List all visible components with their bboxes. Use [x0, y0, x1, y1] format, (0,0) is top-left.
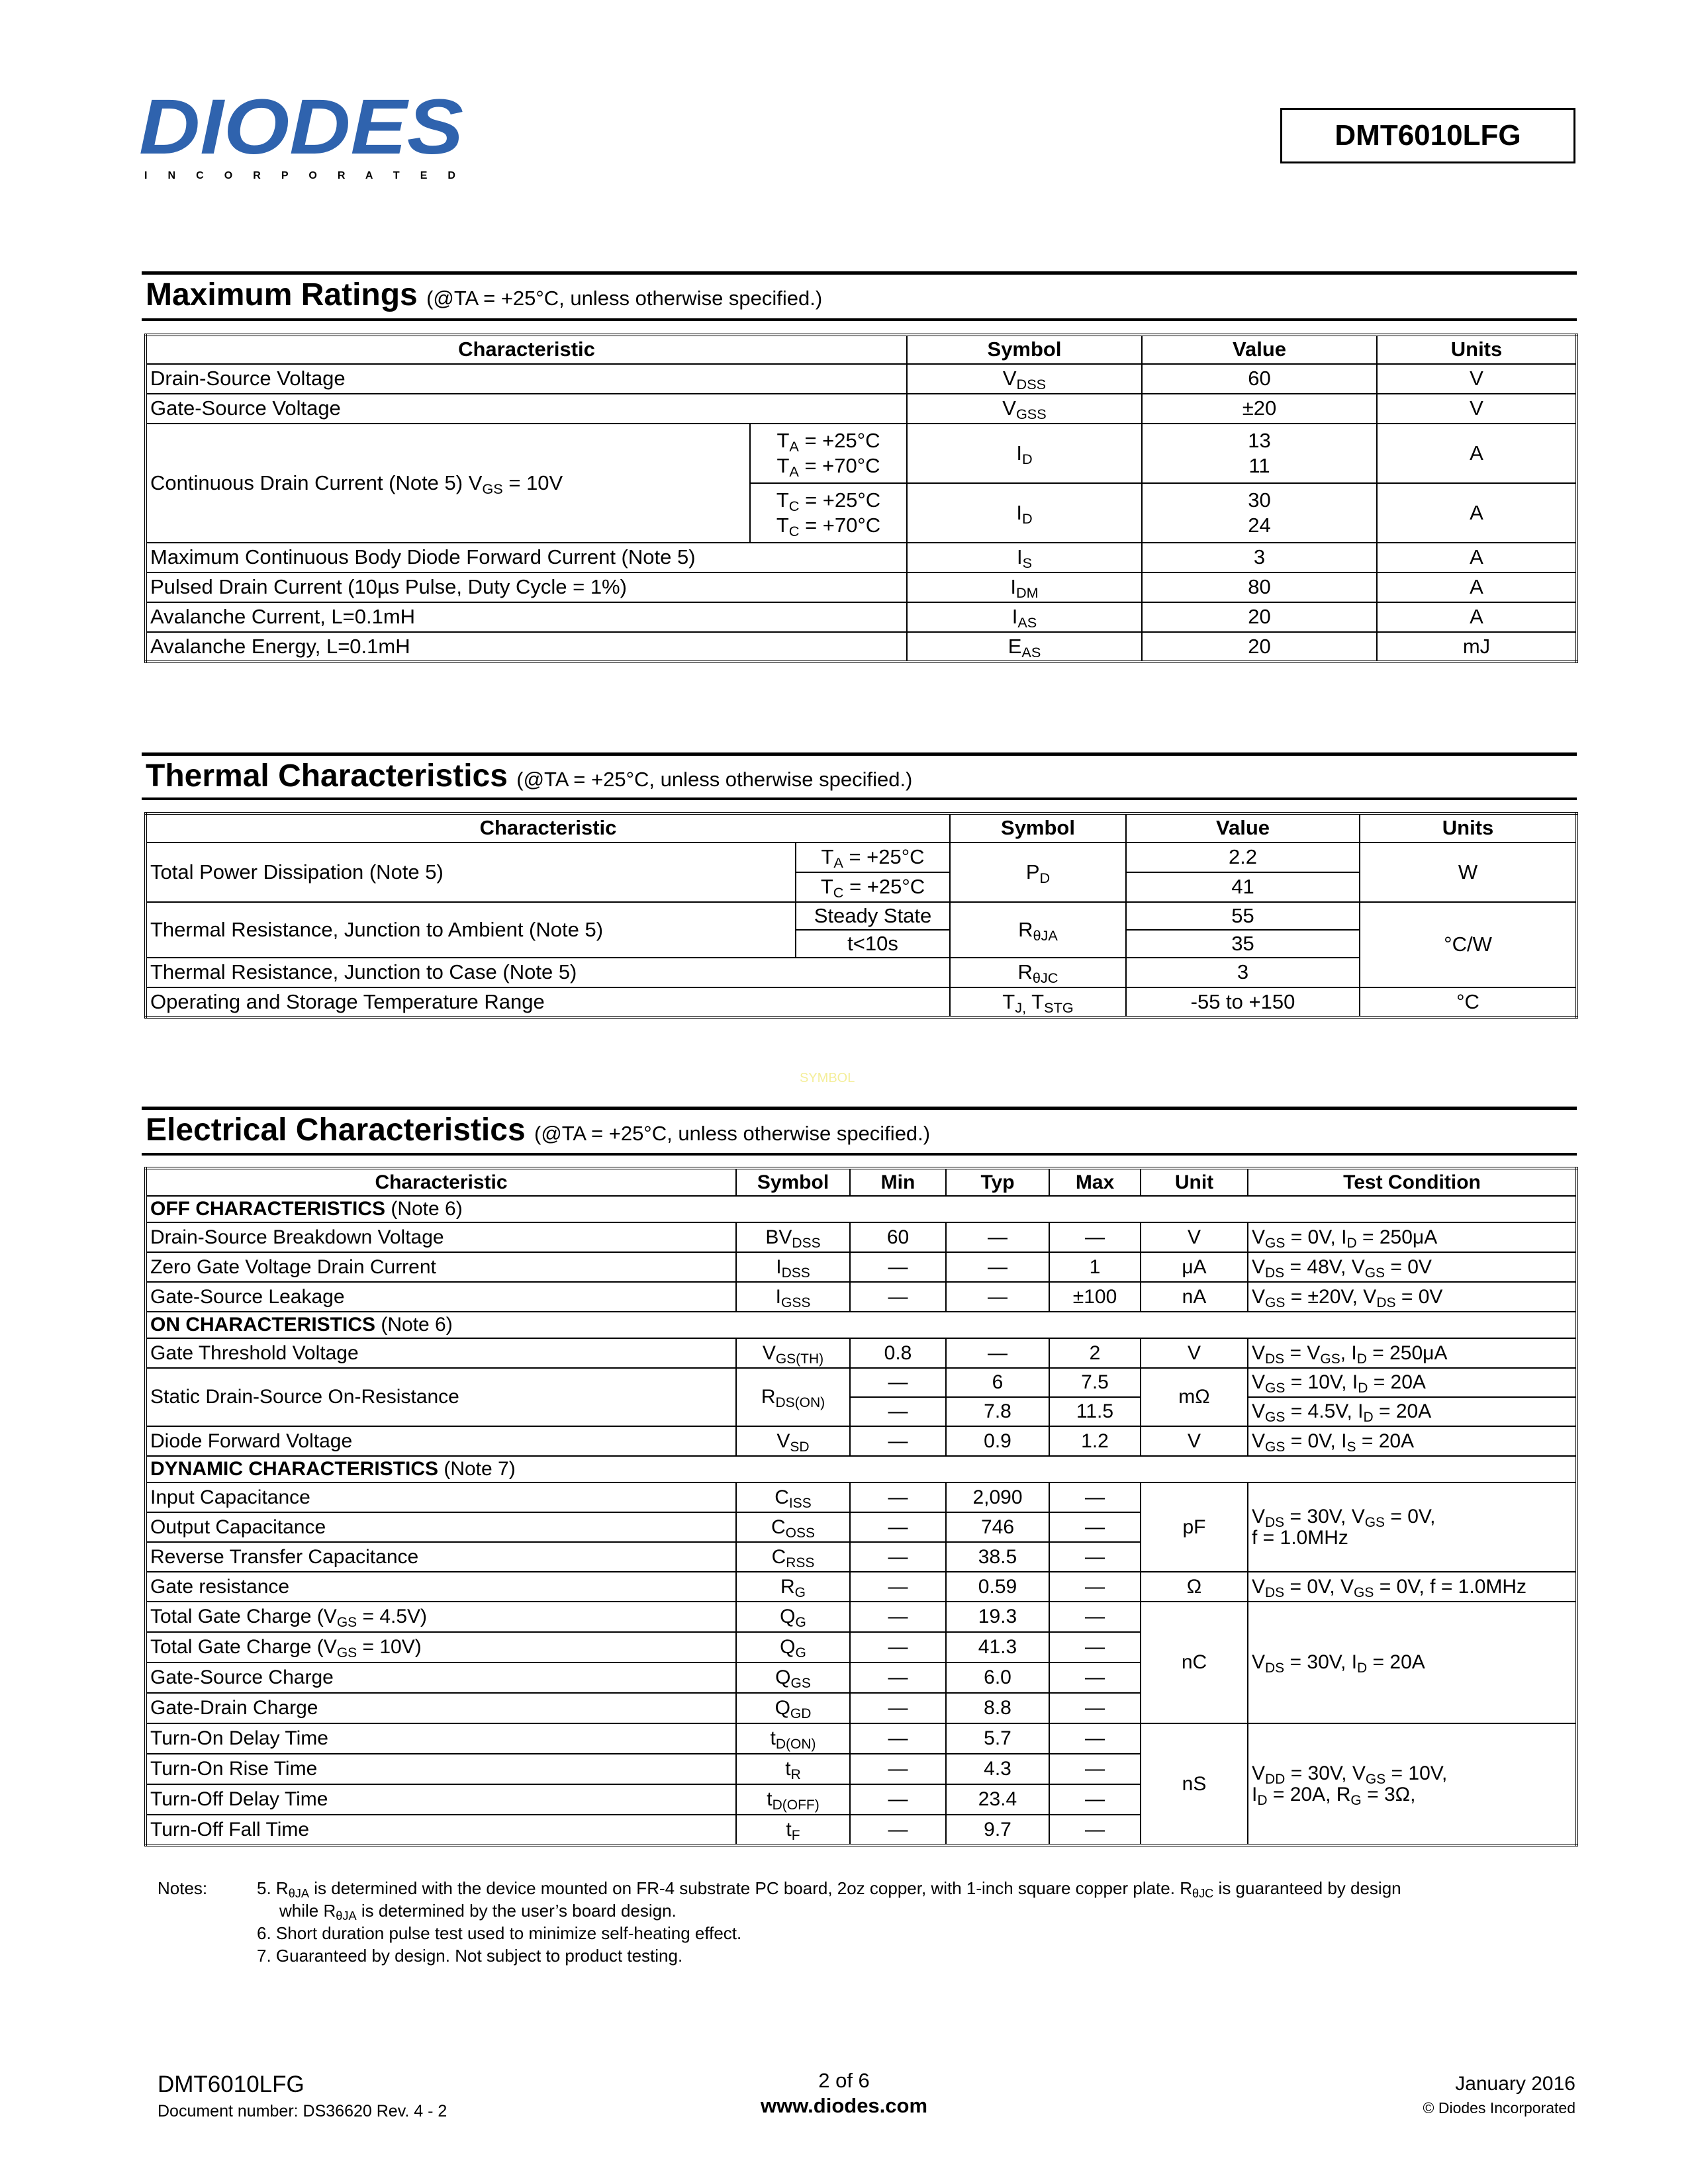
- table-row: [146, 424, 1577, 483]
- table-cell: Gate-Source Voltage: [146, 394, 907, 424]
- table-cell: Pulsed Drain Current (10µs Pulse, Duty Cycle = 1%): [146, 572, 907, 602]
- note-7: 7. Guaranteed by design. Not subject to product testing.: [257, 1946, 683, 1966]
- table-cell: —: [850, 1602, 946, 1632]
- table-cell: Characteristic: [146, 1168, 736, 1196]
- table-cell: $V_{SD}$: [736, 1426, 850, 1456]
- table-cell: —: [850, 1784, 946, 1815]
- table-cell: Drain-Source Breakdown Voltage: [146, 1222, 736, 1252]
- table-cell: $C_{ISS}$: [736, 1482, 850, 1512]
- table-cell: Maximum Continuous Body Diode Forward Current (Note 5): [146, 543, 907, 572]
- table-cell: —: [946, 1338, 1049, 1368]
- table-cell: —: [1049, 1572, 1141, 1602]
- table-cell: —: [1049, 1754, 1141, 1784]
- table-cell: Symbol: [736, 1168, 850, 1196]
- table-cell: —: [946, 1252, 1049, 1282]
- table-cell: Thermal Resistance, Junction to Case (Note 5): [146, 958, 950, 987]
- table-cell: —: [850, 1252, 946, 1282]
- table-cell: 60: [850, 1222, 946, 1252]
- footer-date: January 2016: [1455, 2073, 1575, 2095]
- table-cell: Ω: [1141, 1572, 1248, 1602]
- thermal-table: [144, 812, 1578, 1019]
- table-cell: —: [1049, 1632, 1141, 1662]
- section-row: [146, 1456, 1577, 1482]
- notes-label: Notes:: [158, 1878, 208, 1898]
- table-row: [146, 1282, 1577, 1312]
- table-cell: Drain-Source Voltage: [146, 364, 907, 394]
- table-cell: 13 11: [1142, 424, 1377, 483]
- table-cell: A: [1377, 572, 1577, 602]
- table-cell: $Q_G$: [736, 1602, 850, 1632]
- electrical-title: Electrical Characteristics (@TA = +25°C, unless otherwise specified.): [146, 1113, 931, 1148]
- table-cell: Avalanche Current, L=0.1mH: [146, 602, 907, 632]
- table-cell: $I_{DM}$: [907, 572, 1142, 602]
- table-header-row: [146, 813, 1577, 842]
- table-cell: Output Capacitance: [146, 1512, 736, 1542]
- table-cell: Gate-Source Leakage: [146, 1282, 736, 1312]
- table-cell: $V_{DS} = V_{GS}$, $I_D = 250\mu A$: [1248, 1338, 1577, 1368]
- table-cell: Avalanche Energy, L=0.1mH: [146, 632, 907, 662]
- table-cell: Total Gate Charge $(V_{GS} = 10V)$: [146, 1632, 736, 1662]
- table-row: [146, 1426, 1577, 1456]
- table-cell: V: [1141, 1222, 1248, 1252]
- footer-url[interactable]: www.diodes.com: [760, 2094, 928, 2117]
- section-row: [146, 1312, 1577, 1338]
- table-cell: 0.9: [946, 1426, 1049, 1456]
- table-cell: 2.2: [1126, 842, 1360, 872]
- table-cell: pF: [1141, 1482, 1248, 1572]
- table-cell: $I_{DSS}$: [736, 1252, 850, 1282]
- table-cell: $I_D$: [907, 483, 1142, 543]
- table-cell: 2,090: [946, 1482, 1049, 1512]
- table-cell: 1: [1049, 1252, 1141, 1282]
- table-cell: $E_{AS}$: [907, 632, 1142, 662]
- table-row: [146, 1368, 1577, 1397]
- table-cell: Units: [1360, 813, 1577, 842]
- table-cell: W: [1360, 842, 1577, 902]
- table-cell: Unit: [1141, 1168, 1248, 1196]
- table-cell: Turn-On Rise Time: [146, 1754, 736, 1784]
- table-cell: $R_{\theta JC}$: [950, 958, 1126, 987]
- table-cell: Total Power Dissipation (Note 5): [146, 842, 796, 902]
- table-row: [146, 572, 1577, 602]
- table-row: [146, 632, 1577, 662]
- table-cell: $V_{DD} = 30V$, $V_{GS} = 10V$, $I_D = 20A$, $R_G = 3\Omega$,: [1248, 1723, 1577, 1845]
- table-cell: 2: [1049, 1338, 1141, 1368]
- table-cell: nA: [1141, 1282, 1248, 1312]
- section-rule: [142, 797, 1577, 800]
- table-row: [146, 1482, 1577, 1512]
- table-cell: Gate-Drain Charge: [146, 1693, 736, 1723]
- table-cell: Turn-On Delay Time: [146, 1723, 736, 1754]
- table-row: [146, 902, 1577, 930]
- table-cell: —: [850, 1368, 946, 1397]
- table-row: [146, 1252, 1577, 1282]
- table-row: [146, 987, 1577, 1017]
- logo-subtitle: I N C O R P O R A T E D: [144, 170, 455, 181]
- table-cell: —: [946, 1222, 1049, 1252]
- thermal-title: Thermal Characteristics (@TA = +25°C, unless otherwise specified.): [146, 758, 913, 794]
- table-cell: 6: [946, 1368, 1049, 1397]
- table-cell: Gate-Source Charge: [146, 1662, 736, 1693]
- table-row: [146, 1723, 1577, 1754]
- table-cell: 60: [1142, 364, 1377, 394]
- table-cell: Total Gate Charge $(V_{GS} = 4.5V)$: [146, 1602, 736, 1632]
- table-cell: —: [850, 1632, 946, 1662]
- table-row: [146, 1602, 1577, 1632]
- table-cell: —: [1049, 1482, 1141, 1512]
- table-cell: Units: [1377, 335, 1577, 364]
- table-cell: A: [1377, 424, 1577, 483]
- table-cell: Input Capacitance: [146, 1482, 736, 1512]
- table-cell: —: [1049, 1662, 1141, 1693]
- table-cell: °C: [1360, 987, 1577, 1017]
- table-cell: —: [1049, 1693, 1141, 1723]
- table-cell: $V_{DSS}$: [907, 364, 1142, 394]
- table-cell: $V_{DS} = 30V$, $I_D = 20A$: [1248, 1602, 1577, 1723]
- table-cell: 3: [1126, 958, 1360, 987]
- table-cell: —: [850, 1693, 946, 1723]
- table-cell: 35: [1126, 930, 1360, 958]
- table-cell: —: [1049, 1222, 1141, 1252]
- table-cell: $V_{DS} = 0V$, $V_{GS} = 0V$, f = 1.0MHz: [1248, 1572, 1577, 1602]
- diodes-logo: [139, 93, 470, 185]
- table-cell: $BV_{DSS}$: [736, 1222, 850, 1252]
- note-5-cont: while $R_{\theta JA}$ is determined by the user’s board design.: [279, 1901, 677, 1923]
- table-cell: V: [1141, 1338, 1248, 1368]
- section-row: [146, 1196, 1577, 1222]
- table-cell: 5.7: [946, 1723, 1049, 1754]
- table-cell: 1.2: [1049, 1426, 1141, 1456]
- table-cell: Thermal Resistance, Junction to Ambient (Note 5): [146, 902, 796, 958]
- table-cell: Gate Threshold Voltage: [146, 1338, 736, 1368]
- table-cell: $Q_G$: [736, 1632, 850, 1662]
- table-cell: —: [946, 1282, 1049, 1312]
- table-cell: —: [850, 1542, 946, 1572]
- table-cell: Operating and Storage Temperature Range: [146, 987, 950, 1017]
- table-cell: $t_{D(OFF)}$: [736, 1784, 850, 1815]
- table-cell: 41: [1126, 872, 1360, 902]
- table-cell: OFF CHARACTERISTICS (Note 6): [146, 1196, 1577, 1222]
- table-cell: Diode Forward Voltage: [146, 1426, 736, 1456]
- table-cell: nS: [1141, 1723, 1248, 1845]
- note-5: 5. $R_{\theta JA}$ is determined with the device mounted on FR-4 substrate PC board, 2oz copper, with 1-inch square copper plate. $R_{\theta JC}$ is guaranteed by design: [257, 1878, 1401, 1901]
- table-cell: $T_C = +25^\circ C$ $T_C = +70^\circ C$: [750, 483, 907, 543]
- table-cell: 8.8: [946, 1693, 1049, 1723]
- table-row: [146, 364, 1577, 394]
- table-cell: 746: [946, 1512, 1049, 1542]
- footer-doc-number: Document number: DS36620 Rev. 4 - 2: [158, 2102, 447, 2120]
- table-cell: 0.59: [946, 1572, 1049, 1602]
- table-cell: $T_C = +25^\circ C$: [796, 872, 950, 902]
- section-rule: [142, 1153, 1577, 1156]
- table-cell: Typ: [946, 1168, 1049, 1196]
- table-cell: $R_G$: [736, 1572, 850, 1602]
- table-cell: $I_{GSS}$: [736, 1282, 850, 1312]
- table-cell: $V_{DS} = 30V$, $V_{GS} = 0V$, f = 1.0MHz: [1248, 1482, 1577, 1572]
- table-cell: V: [1377, 364, 1577, 394]
- electrical-table: [144, 1167, 1578, 1846]
- table-cell: A: [1377, 483, 1577, 543]
- table-cell: Value: [1142, 335, 1377, 364]
- table-cell: Continuous Drain Current (Note 5) $V_{GS} = 10V$: [146, 424, 750, 543]
- table-row: [146, 1572, 1577, 1602]
- table-cell: $Q_{GD}$: [736, 1693, 850, 1723]
- table-cell: $I_S$: [907, 543, 1142, 572]
- table-row: [146, 1338, 1577, 1368]
- table-cell: Symbol: [950, 813, 1126, 842]
- table-cell: Max: [1049, 1168, 1141, 1196]
- table-cell: —: [850, 1815, 946, 1845]
- table-cell: $t_F$: [736, 1815, 850, 1845]
- table-cell: $V_{GS} = \pm 20V$, $V_{DS} = 0V$: [1248, 1282, 1577, 1312]
- table-cell: 23.4: [946, 1784, 1049, 1815]
- table-cell: —: [1049, 1723, 1141, 1754]
- table-cell: $V_{GSS}$: [907, 394, 1142, 424]
- section-rule: [142, 271, 1577, 275]
- table-cell: ±20: [1142, 394, 1377, 424]
- table-cell: Characteristic: [146, 335, 907, 364]
- table-cell: $P_D$: [950, 842, 1126, 902]
- table-cell: mΩ: [1141, 1368, 1248, 1426]
- table-cell: 4.3: [946, 1754, 1049, 1784]
- table-cell: $T_A = +25^\circ C$ $T_A = +70^\circ C$: [750, 424, 907, 483]
- table-cell: —: [850, 1512, 946, 1542]
- section-rule: [142, 752, 1577, 756]
- table-cell: DYNAMIC CHARACTERISTICS (Note 7): [146, 1456, 1577, 1482]
- table-row: [146, 1222, 1577, 1252]
- table-cell: $t_R$: [736, 1754, 850, 1784]
- table-cell: —: [1049, 1784, 1141, 1815]
- table-cell: Characteristic: [146, 813, 950, 842]
- table-cell: 6.0: [946, 1662, 1049, 1693]
- table-cell: mJ: [1377, 632, 1577, 662]
- table-cell: —: [850, 1754, 946, 1784]
- table-cell: Static Drain-Source On-Resistance: [146, 1368, 736, 1426]
- footer-page: 2 of 6: [818, 2069, 870, 2092]
- table-cell: 30 24: [1142, 483, 1377, 543]
- table-cell: $V_{GS} = 0V$, $I_S = 20A$: [1248, 1426, 1577, 1456]
- table-row: [146, 394, 1577, 424]
- section-rule: [142, 1107, 1577, 1110]
- table-cell: —: [1049, 1602, 1141, 1632]
- table-cell: $Q_{GS}$: [736, 1662, 850, 1693]
- table-cell: $V_{GS} = 4.5V$, $I_D = 20A$: [1248, 1397, 1577, 1426]
- table-cell: Gate resistance: [146, 1572, 736, 1602]
- table-cell: $C_{OSS}$: [736, 1512, 850, 1542]
- table-cell: μA: [1141, 1252, 1248, 1282]
- table-cell: °C/W: [1360, 902, 1577, 987]
- table-cell: Min: [850, 1168, 946, 1196]
- table-cell: $I_D$: [907, 424, 1142, 483]
- table-cell: $R_{DS(ON)}$: [736, 1368, 850, 1426]
- table-cell: —: [1049, 1815, 1141, 1845]
- logo-wordmark: DIODES: [139, 93, 463, 171]
- footer-part: DMT6010LFG: [158, 2071, 305, 2097]
- section-rule: [142, 318, 1577, 321]
- table-cell: 11.5: [1049, 1397, 1141, 1426]
- table-cell: ±100: [1049, 1282, 1141, 1312]
- table-cell: 7.8: [946, 1397, 1049, 1426]
- table-cell: 38.5: [946, 1542, 1049, 1572]
- table-cell: V: [1377, 394, 1577, 424]
- table-header-row: [146, 1168, 1577, 1196]
- table-cell: Test Condition: [1248, 1168, 1577, 1196]
- watermark-text: SYMBOL: [800, 1071, 855, 1085]
- max-ratings-table: [144, 334, 1578, 663]
- table-row: [146, 842, 1577, 872]
- table-row: [146, 543, 1577, 572]
- table-cell: ON CHARACTERISTICS (Note 6): [146, 1312, 1577, 1338]
- table-cell: t<10s: [796, 930, 950, 958]
- table-cell: Turn-Off Fall Time: [146, 1815, 736, 1845]
- table-cell: 41.3: [946, 1632, 1049, 1662]
- table-cell: 0.8: [850, 1338, 946, 1368]
- table-header-row: [146, 335, 1577, 364]
- table-cell: Symbol: [907, 335, 1142, 364]
- table-cell: —: [850, 1572, 946, 1602]
- table-cell: 7.5: [1049, 1368, 1141, 1397]
- table-cell: Zero Gate Voltage Drain Current: [146, 1252, 736, 1282]
- table-cell: —: [850, 1662, 946, 1693]
- table-cell: $V_{GS} = 0V$, $I_D = 250\mu A$: [1248, 1222, 1577, 1252]
- table-cell: $R_{\theta JA}$: [950, 902, 1126, 958]
- table-cell: $V_{GS(TH)}$: [736, 1338, 850, 1368]
- table-cell: $C_{RSS}$: [736, 1542, 850, 1572]
- table-cell: $T_{J,}$ $T_{STG}$: [950, 987, 1126, 1017]
- table-cell: —: [850, 1482, 946, 1512]
- table-cell: —: [1049, 1542, 1141, 1572]
- table-cell: $V_{DS} = 48V$, $V_{GS} = 0V$: [1248, 1252, 1577, 1282]
- part-number: DMT6010LFG: [1335, 119, 1521, 152]
- table-cell: 3: [1142, 543, 1377, 572]
- table-cell: Reverse Transfer Capacitance: [146, 1542, 736, 1572]
- table-cell: 20: [1142, 632, 1377, 662]
- table-cell: V: [1141, 1426, 1248, 1456]
- table-cell: 20: [1142, 602, 1377, 632]
- table-cell: $V_{GS} = 10V$, $I_D = 20A$: [1248, 1368, 1577, 1397]
- table-cell: -55 to +150: [1126, 987, 1360, 1017]
- table-cell: —: [850, 1426, 946, 1456]
- table-cell: $I_{AS}$: [907, 602, 1142, 632]
- table-cell: $T_A = +25^\circ C$: [796, 842, 950, 872]
- table-cell: A: [1377, 543, 1577, 572]
- table-row: [146, 602, 1577, 632]
- table-cell: —: [1049, 1512, 1141, 1542]
- table-cell: $t_{D(ON)}$: [736, 1723, 850, 1754]
- table-cell: 19.3: [946, 1602, 1049, 1632]
- part-number-box: [1280, 108, 1575, 163]
- table-cell: —: [850, 1397, 946, 1426]
- table-cell: 80: [1142, 572, 1377, 602]
- table-cell: —: [850, 1282, 946, 1312]
- note-6: 6. Short duration pulse test used to minimize self-heating effect.: [257, 1923, 742, 1943]
- table-cell: Steady State: [796, 902, 950, 930]
- table-cell: 9.7: [946, 1815, 1049, 1845]
- table-cell: 55: [1126, 902, 1360, 930]
- table-cell: Value: [1126, 813, 1360, 842]
- footer-copyright: © Diodes Incorporated: [1423, 2099, 1575, 2116]
- table-cell: nC: [1141, 1602, 1248, 1723]
- max-ratings-title: Maximum Ratings (@TA = +25°C, unless otherwise specified.): [146, 277, 823, 312]
- table-cell: Turn-Off Delay Time: [146, 1784, 736, 1815]
- table-cell: —: [850, 1723, 946, 1754]
- table-cell: A: [1377, 602, 1577, 632]
